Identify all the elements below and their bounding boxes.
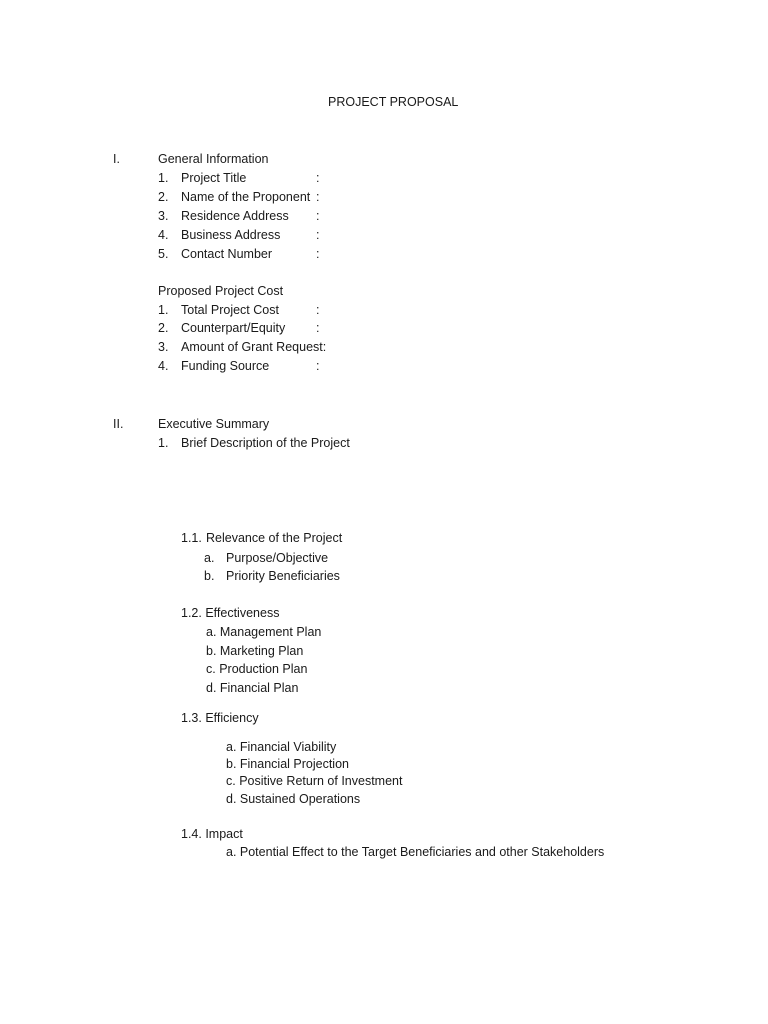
list-item-number: 1. — [158, 303, 169, 317]
list-item-letter: b. — [204, 569, 215, 583]
list-item-number: 4. — [158, 359, 169, 373]
field-label-residence-address: Residence Address — [181, 209, 289, 223]
item-financial-plan: d. Financial Plan — [206, 681, 299, 695]
list-item-number: 1. — [158, 436, 169, 450]
item-financial-viability: a. Financial Viability — [226, 740, 337, 754]
item-marketing-plan: b. Marketing Plan — [206, 644, 304, 658]
list-item-number: 2. — [158, 190, 169, 204]
field-colon: : — [316, 359, 320, 373]
item-production-plan: c. Production Plan — [206, 662, 308, 676]
field-colon: : — [316, 228, 320, 242]
subheading-proposed-project-cost: Proposed Project Cost — [158, 284, 284, 298]
field-label-total-project-cost: Total Project Cost — [181, 303, 279, 317]
list-item-number: 5. — [158, 247, 169, 261]
list-item-number: 3. — [158, 209, 169, 223]
item-brief-description: Brief Description of the Project — [181, 436, 350, 450]
item-purpose-objective: Purpose/Objective — [226, 551, 329, 565]
list-item-number: 3. — [158, 340, 169, 354]
subsection-effectiveness: 1.2. Effectiveness — [181, 606, 280, 620]
field-colon: : — [316, 209, 320, 223]
subsection-impact: 1.4. Impact — [181, 827, 243, 841]
field-label-grant-request: Amount of Grant Request: — [181, 340, 327, 354]
section-heading-general-information: General Information — [158, 152, 269, 166]
field-label-business-address: Business Address — [181, 228, 281, 242]
field-colon: : — [316, 303, 320, 317]
item-return-of-investment: c. Positive Return of Investment — [226, 774, 403, 788]
section-numeral-2: II. — [113, 417, 124, 431]
field-colon: : — [316, 171, 320, 185]
item-financial-projection: b. Financial Projection — [226, 757, 349, 771]
subsection-number: 1.1. — [181, 531, 202, 545]
field-colon: : — [316, 190, 320, 204]
section-numeral-1: I. — [113, 152, 120, 166]
subsection-relevance: Relevance of the Project — [206, 531, 343, 545]
page-title: PROJECT PROPOSAL — [328, 95, 459, 109]
field-label-counterpart-equity: Counterpart/Equity — [181, 321, 286, 335]
item-sustained-operations: d. Sustained Operations — [226, 792, 361, 806]
field-colon: : — [316, 321, 320, 335]
field-label-project-title: Project Title — [181, 171, 247, 185]
list-item-number: 2. — [158, 321, 169, 335]
list-item-letter: a. — [204, 551, 215, 565]
list-item-number: 4. — [158, 228, 169, 242]
field-label-funding-source: Funding Source — [181, 359, 270, 373]
field-label-contact-number: Contact Number — [181, 247, 273, 261]
item-potential-effect: a. Potential Effect to the Target Beneficiaries and other Stakeholders — [226, 845, 605, 859]
item-management-plan: a. Management Plan — [206, 625, 322, 639]
list-item-number: 1. — [158, 171, 169, 185]
item-priority-beneficiaries: Priority Beneficiaries — [226, 569, 340, 583]
subsection-efficiency: 1.3. Efficiency — [181, 711, 259, 725]
field-label-proponent-name: Name of the Proponent — [181, 190, 311, 204]
section-heading-executive-summary: Executive Summary — [158, 417, 270, 431]
field-colon: : — [316, 247, 320, 261]
